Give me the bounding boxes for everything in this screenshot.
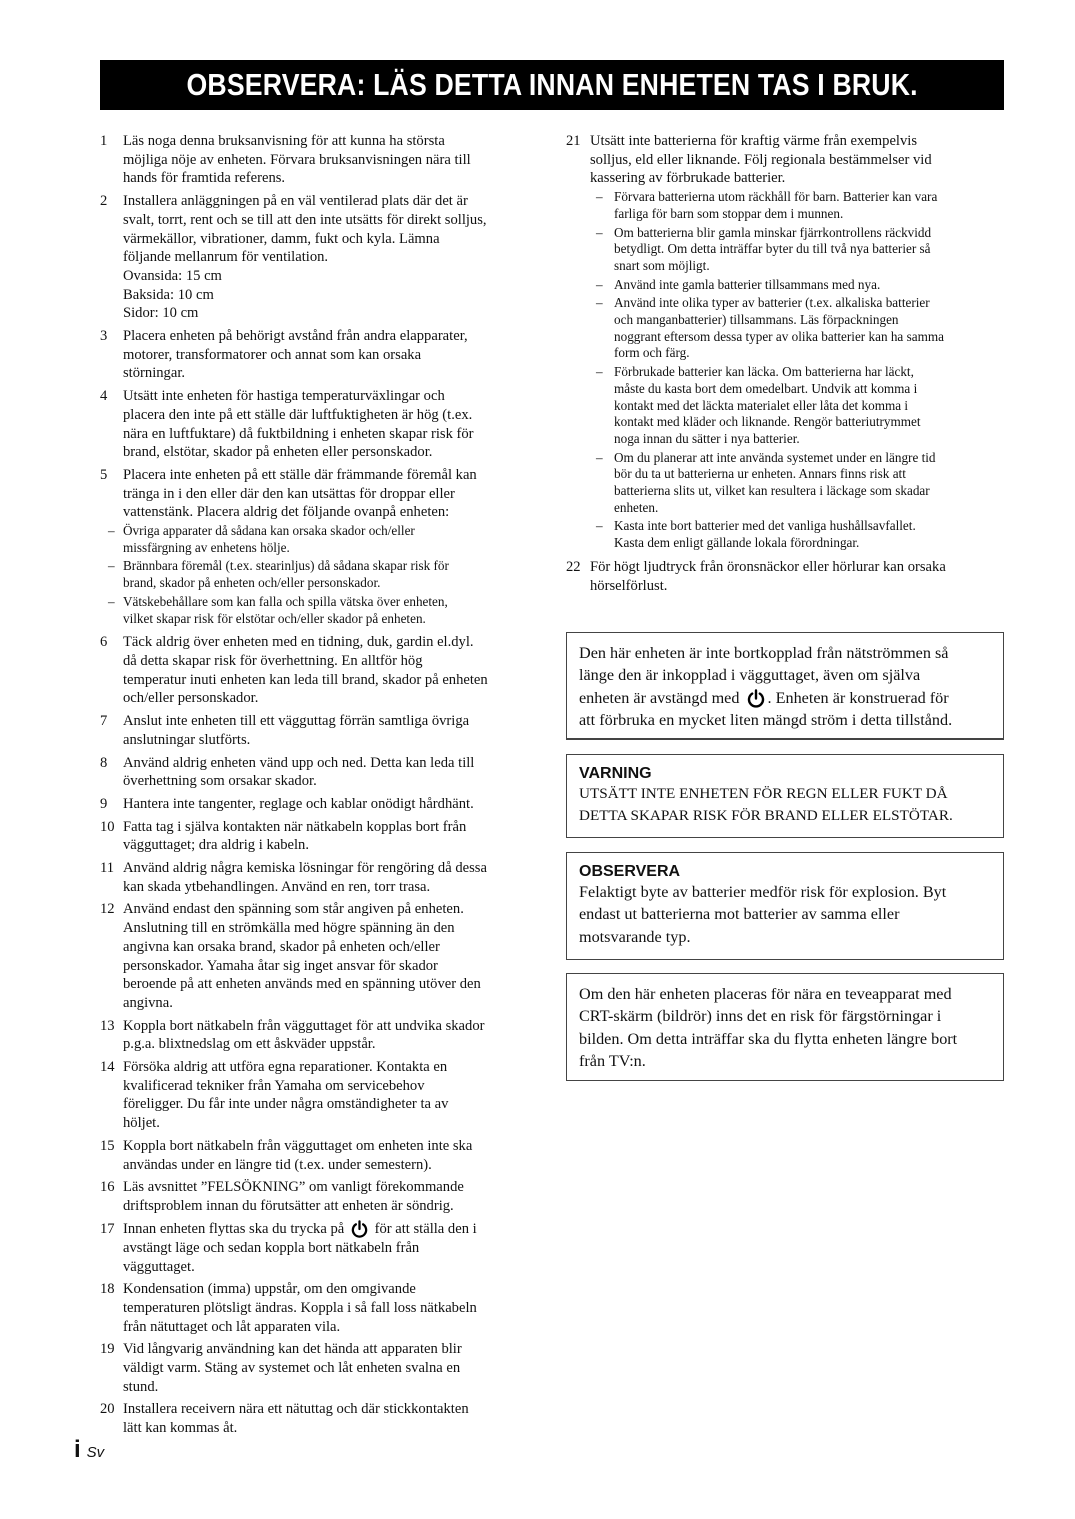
list-item [100, 387, 540, 462]
item-text [123, 900, 540, 1012]
item-line: solljus, eld eller liknande. Följ regionala bestämmelser vid [590, 151, 932, 168]
item-number: 17 [100, 1220, 115, 1237]
item-text [123, 859, 540, 896]
sub-list [590, 189, 1006, 552]
sub-item-line: farliga för barn som stoppar dem i munnen. [614, 205, 844, 221]
sub-item-line: Vätskebehållare som kan falla och spilla vätska över enheten, [123, 593, 448, 609]
item-line: värmekällor, vibrationer, damm, fukt och kyla. Lämna [123, 230, 440, 247]
item-line: Använd endast den spänning som står angiven på enheten. [123, 901, 464, 918]
dash-bullet: – [596, 364, 603, 380]
item-number: 22 [566, 558, 581, 575]
list-item [100, 795, 540, 814]
item-line: beroende på att enheten används med en spänning utöver den [123, 976, 481, 993]
list-item [100, 132, 540, 188]
item-line: Läs avsnittet ”FELSÖKNING” om vanligt förekommande [123, 1179, 464, 1196]
item-number: 7 [100, 713, 108, 730]
sub-list-item [590, 277, 1006, 294]
item-text [590, 558, 1006, 595]
item-line: Ovansida: 15 cm [123, 267, 222, 284]
item-text [123, 633, 540, 708]
list-item [100, 1280, 540, 1336]
item-line: motorer, transformatorer och annat som kan orsaka [123, 346, 422, 363]
item-line: kvalificerad tekniker från Yamaha om servicebehov [123, 1077, 425, 1094]
item-line: Sidor: 10 cm [123, 305, 199, 322]
item-text [123, 795, 540, 814]
caution-line: endast ut batterierna mot batterier av samma eller [579, 905, 900, 924]
item-line: Hantera inte tangenter, reglage och kablar onödigt hårdhänt. [123, 795, 474, 812]
sub-item-line: kontakt med det läckta materialet eller låta det komma i [614, 397, 909, 413]
dash-bullet: – [108, 558, 115, 574]
crt-notice-box [566, 973, 1004, 1081]
item-line: Utsätt inte enheten för hastiga temperaturväxlingar och [123, 388, 445, 405]
dash-bullet: – [108, 523, 115, 539]
page-footer [74, 1436, 104, 1464]
item-text [123, 1280, 540, 1336]
item-line: svalt, torrt, rent och se till att den inte utsätts för direkt solljus, [123, 211, 487, 228]
item-text [123, 712, 540, 749]
item-line: och/eller personskador. [123, 690, 259, 707]
sub-item-text [614, 364, 921, 448]
dash-bullet: – [596, 224, 603, 240]
sub-list-item [590, 364, 1006, 448]
power-icon [350, 1220, 369, 1239]
item-line: angivna. [123, 994, 173, 1011]
item-number: 19 [100, 1341, 115, 1358]
item-line: föreligger. Du får inte under några omständigheter ta av [123, 1096, 449, 1113]
right-column [566, 132, 1006, 599]
sub-item-line: enheten. [614, 499, 659, 515]
item-text [123, 818, 540, 855]
language-code: Sv [86, 1444, 105, 1461]
item-line: Installera receivern nära ett nätuttag och där stickkontakten [123, 1401, 469, 1418]
dash-bullet: – [596, 189, 603, 205]
item-number: 14 [100, 1059, 115, 1076]
dash-bullet: – [596, 449, 603, 465]
item-line: då detta skapar risk för överhettning. En alltför hög [123, 652, 423, 669]
sub-item-text [123, 523, 415, 556]
item-line: Utsätt inte batterierna för kraftig värme från exempelvis [590, 133, 918, 149]
item-line: p.g.a. blixtnedslag om ett åskväder uppstår. [123, 1036, 376, 1053]
item-number: 3 [100, 328, 108, 345]
sub-item-text [614, 225, 931, 275]
sub-item-text [123, 594, 448, 627]
caution-line: motsvarande typ. [579, 927, 691, 946]
item-line: temperatur inuti enheten kan leda till brand, skador på enheten [123, 671, 488, 688]
item-line: Vid långvarig användning kan det hända att apparaten blir [123, 1341, 462, 1358]
item-line: Anslut inte enheten till ett vägguttag förrän samtliga övriga [123, 713, 470, 730]
list-item [100, 1058, 540, 1133]
item-line: angivna kan orsaka brand, skador på enheten och/eller [123, 938, 440, 955]
item-number: 8 [100, 754, 108, 771]
sub-item-line: Kasta inte bort batterier med det vanliga hushållsavfallet. [614, 518, 916, 534]
list-item [100, 712, 540, 749]
page-title: OBSERVERA: LÄS DETTA INNAN ENHETEN TAS I BRUK. [186, 67, 918, 102]
item-number: 6 [100, 634, 108, 651]
item-number: 18 [100, 1281, 115, 1298]
item-line: tränga in i den eller där den kan utsättas för droppar eller [123, 485, 455, 502]
item-line: För högt ljudtryck från öronsnäckor eller hörlurar kan orsaka [590, 558, 946, 575]
sub-item-line: Brännbara föremål (t.ex. stearinljus) då sådana skapar risk för [123, 558, 449, 574]
item-text [123, 1178, 540, 1215]
warning-line: DETTA SKAPAR RISK FÖR BRAND ELLER ELSTÖTAR. [579, 806, 953, 824]
item-number: 4 [100, 388, 108, 405]
item-number: 15 [100, 1137, 115, 1154]
item-line: användas under en längre tid (t.ex. under semestern). [123, 1156, 432, 1173]
item-line: störningar. [123, 365, 186, 382]
item-line: Anslutning till en strömkälla med högre spänning än den [123, 920, 455, 937]
page-title-banner [100, 60, 1004, 110]
item-text [123, 1220, 540, 1277]
item-number: 16 [100, 1179, 115, 1196]
item-line: vattenstänk. Placera aldrig det följande ovanpå enheten: [123, 504, 450, 521]
list-item [100, 1220, 540, 1277]
item-line: driftsproblem innan du förutsätter att enheten är söndrig. [123, 1197, 454, 1214]
item-number: 10 [100, 818, 115, 835]
sub-list-item [590, 189, 1006, 222]
item-line: Använd aldrig enheten vänd upp och ned. Detta kan leda till [123, 754, 475, 771]
dash-bullet: – [108, 593, 115, 609]
power-icon [746, 689, 766, 709]
caution-box [566, 852, 1004, 960]
item-line: Installera anläggningen på en väl ventilerad plats där det är [123, 193, 468, 210]
item-text [123, 1137, 540, 1174]
sub-item-line: Använd inte olika typer av batterier (t.ex. alkaliska batterier [614, 295, 930, 311]
sub-list-item [590, 225, 1006, 275]
item-number: 5 [100, 466, 108, 483]
dash-bullet: – [596, 518, 603, 534]
item-line: vägguttaget; dra aldrig i kabeln. [123, 837, 310, 854]
power-notice-line [579, 687, 991, 709]
item-number: 13 [100, 1017, 115, 1034]
item-number: 20 [100, 1401, 115, 1418]
item-line: temperaturen plötsligt ändras. Koppla i så fall loss nätkabeln [123, 1299, 477, 1316]
item-line: avstängt läge och sedan koppla bort nätkabeln från [123, 1239, 420, 1256]
page-number: i [74, 1436, 81, 1463]
item-number: 1 [100, 133, 108, 149]
sub-item-line: batterierna slits ut, vilket kan resultera i läckage som skadar [614, 483, 930, 499]
item-line: Försöka aldrig att utföra egna reparationer. Kontakta en [123, 1059, 448, 1076]
list-item [100, 327, 540, 383]
list-item [100, 754, 540, 791]
item-line-text: för att ställa den i [374, 1220, 477, 1237]
item-text [123, 1340, 540, 1396]
sub-item-line: Om du planerar att inte använda systemet under en längre tid [614, 449, 936, 465]
item-line: vägguttaget. [123, 1258, 195, 1275]
power-notice-box [566, 632, 1004, 740]
sub-item-text [614, 189, 937, 222]
item-number: 9 [100, 795, 108, 812]
power-notice-text: enheten är avstängd med [579, 688, 740, 707]
item-line: kassering av förbrukade batterier. [590, 170, 786, 187]
item-line: Täck aldrig över enheten med en tidning, duk, gardin el.dyl. [123, 634, 474, 651]
dash-bullet: – [596, 276, 603, 292]
list-item [566, 558, 1006, 595]
item-line: Koppla bort nätkabeln från vägguttaget för att undvika skador [123, 1017, 485, 1034]
item-number: 21 [566, 133, 581, 149]
power-notice-line: länge den är inkopplad i vägguttaget, även om själva [579, 666, 921, 685]
list-item [100, 1340, 540, 1396]
item-line: höljet. [123, 1115, 160, 1132]
list-item [100, 900, 540, 1012]
list-item [100, 1178, 540, 1215]
dash-bullet: – [596, 295, 603, 311]
list-item [100, 1400, 540, 1437]
item-line: brand, elstötar, skador på enheten eller personskador. [123, 444, 433, 461]
item-text [123, 132, 540, 188]
item-text [108, 466, 540, 629]
item-line-text: Innan enheten flyttas ska du trycka på [123, 1220, 345, 1237]
item-line: Baksida: 10 cm [123, 286, 214, 303]
item-line: överhettning som orsakar skador. [123, 773, 317, 790]
item-line: personskador. Yamaha åtar sig inget ansvar för skador [123, 957, 438, 974]
item-line: följande mellanrum för ventilation. [123, 249, 329, 266]
item-line: hands för framtida referens. [123, 170, 286, 187]
item-line: placera den inte på ett ställe där luftfuktigheten är hög (t.ex. [123, 406, 473, 423]
item-line: Läs noga denna bruksanvisning för att kunna ha största [123, 133, 445, 149]
list-item [566, 132, 1006, 554]
sub-list-item [100, 594, 540, 627]
sub-item-text [614, 518, 916, 551]
sub-item-line: noggrant eftersom dessa typer av olika batterier kan ha samma [614, 328, 944, 344]
warning-title: VARNING [579, 765, 652, 782]
item-text [590, 132, 1006, 554]
sub-item-line: bör du ta ut batterierna ur enheten. Annars finns risk att [614, 466, 906, 482]
caution-line: Felaktigt byte av batterier medför risk för explosion. Byt [579, 883, 947, 901]
sub-list-item [590, 450, 1006, 517]
power-notice-line: Den här enheten är inte bortkopplad från nätströmmen så [579, 644, 949, 662]
sub-item-line: betydligt. Om detta inträffar byter du till två nya batterier så [614, 241, 931, 257]
sub-item-line: brand, skador på enheten och/eller personskador. [123, 575, 381, 591]
power-notice-text: . Enheten är konstruerad för [767, 688, 949, 707]
caution-title: OBSERVERA [579, 863, 681, 880]
sub-item-line: Förbrukade batterier kan läcka. Om batterierna har läckt, [614, 364, 914, 380]
item-text [123, 1058, 540, 1133]
crt-notice-line: från TV:n. [579, 1051, 646, 1070]
item-line: hörselförlust. [590, 577, 668, 594]
item-line [123, 1220, 540, 1239]
item-line: Använd aldrig några kemiska lösningar för rengöring då dessa [123, 860, 487, 877]
sub-item-line: Övriga apparater då sådana kan orsaka skador och/eller [123, 523, 415, 539]
sub-list-item [590, 295, 1006, 362]
item-line: lätt kan kommas åt. [123, 1420, 238, 1437]
sub-item-line: vilket skapar risk för elstötar och/eller skador på enheten. [123, 610, 426, 626]
item-line: Koppla bort nätkabeln från vägguttaget om enheten inte ska [123, 1137, 473, 1154]
crt-notice-line: bilden. Om detta inträffar ska du flytta enheten längre bort [579, 1029, 958, 1048]
item-line: Placera inte enheten på ett ställe där främmande föremål kan [123, 466, 477, 483]
warning-line: UTSÄTT INTE ENHETEN FÖR REGN ELLER FUKT DÅ [579, 785, 948, 802]
list-item [100, 859, 540, 896]
item-number: 12 [100, 901, 115, 918]
item-line: från nätuttaget och låt apparaten vila. [123, 1318, 341, 1335]
item-text [123, 1400, 540, 1437]
item-text [123, 327, 540, 383]
crt-notice-line: Om den här enheten placeras för nära en teveapparat med [579, 985, 952, 1003]
sub-item-line: Om batterierna blir gamla minskar fjärrkontrollens räckvidd [614, 224, 932, 240]
power-notice-line: att förbruka en mycket liten mängd ström i detta tillstånd. [579, 710, 953, 729]
sub-item-text [614, 277, 880, 294]
item-line: nära en luftfuktare) då fuktbildning i enheten skapar risk för [123, 425, 474, 442]
item-text [123, 387, 540, 462]
item-line: Fatta tag i själva kontakten när nätkabeln kopplas bort från [123, 818, 467, 835]
sub-item-line: snart som möjligt. [614, 257, 710, 273]
item-line: Kondensation (imma) uppstår, om den omgivande [123, 1281, 416, 1298]
sub-item-text [123, 558, 449, 591]
item-line: kan skada ytbehandlingen. Använd en ren, torr trasa. [123, 878, 431, 895]
list-item [100, 466, 540, 629]
item-line: väldigt varm. Stäng av systemet och låt enheten svalna en [123, 1360, 461, 1377]
list-item [100, 1137, 540, 1174]
list-item [100, 192, 540, 323]
warning-box [566, 754, 1004, 838]
sub-list [100, 523, 540, 627]
sub-list-item [590, 518, 1006, 551]
sub-item-line: form och färg. [614, 345, 690, 361]
item-text [123, 754, 540, 791]
list-item [100, 1017, 540, 1054]
sub-item-line: missfärgning av enhetens hölje. [123, 539, 290, 555]
item-line: möjliga nöje av enheten. Förvara bruksanvisningen nära till [123, 151, 471, 168]
sub-item-line: Använd inte gamla batterier tillsammans med nya. [614, 276, 881, 292]
item-number: 11 [100, 860, 115, 877]
item-line: Placera enheten på behörigt avstånd från andra elapparater, [123, 328, 468, 345]
sub-item-line: måste du kasta bort dem omedelbart. Undvik att komma i [614, 380, 918, 396]
sub-list-item [100, 523, 540, 556]
sub-item-text [614, 295, 944, 362]
sub-item-line: och manganbatterier) tillsammans. Läs förpackningen [614, 312, 899, 328]
item-text [123, 1017, 540, 1054]
sub-item-line: noga innan du sätter i nya batterier. [614, 430, 800, 446]
item-line: anslutningar slutförts. [123, 731, 251, 748]
sub-item-text [614, 450, 936, 517]
item-text [123, 192, 540, 323]
item-line: stund. [123, 1378, 159, 1395]
sub-item-line: kontakt med kläder och liknande. Rengör batteriutrymmet [614, 414, 921, 430]
sub-list-item [100, 558, 540, 591]
sub-item-line: Kasta dem enligt gällande lokala förordningar. [614, 535, 860, 551]
item-number: 2 [100, 193, 108, 210]
left-column [100, 132, 540, 1442]
list-item [100, 818, 540, 855]
sub-item-line: Förvara batterierna utom räckhåll för barn. Batterier kan vara [614, 189, 938, 205]
list-item [100, 633, 540, 708]
crt-notice-line: CRT-skärm (bildrör) inns det en risk för färgstörningar i [579, 1007, 942, 1026]
